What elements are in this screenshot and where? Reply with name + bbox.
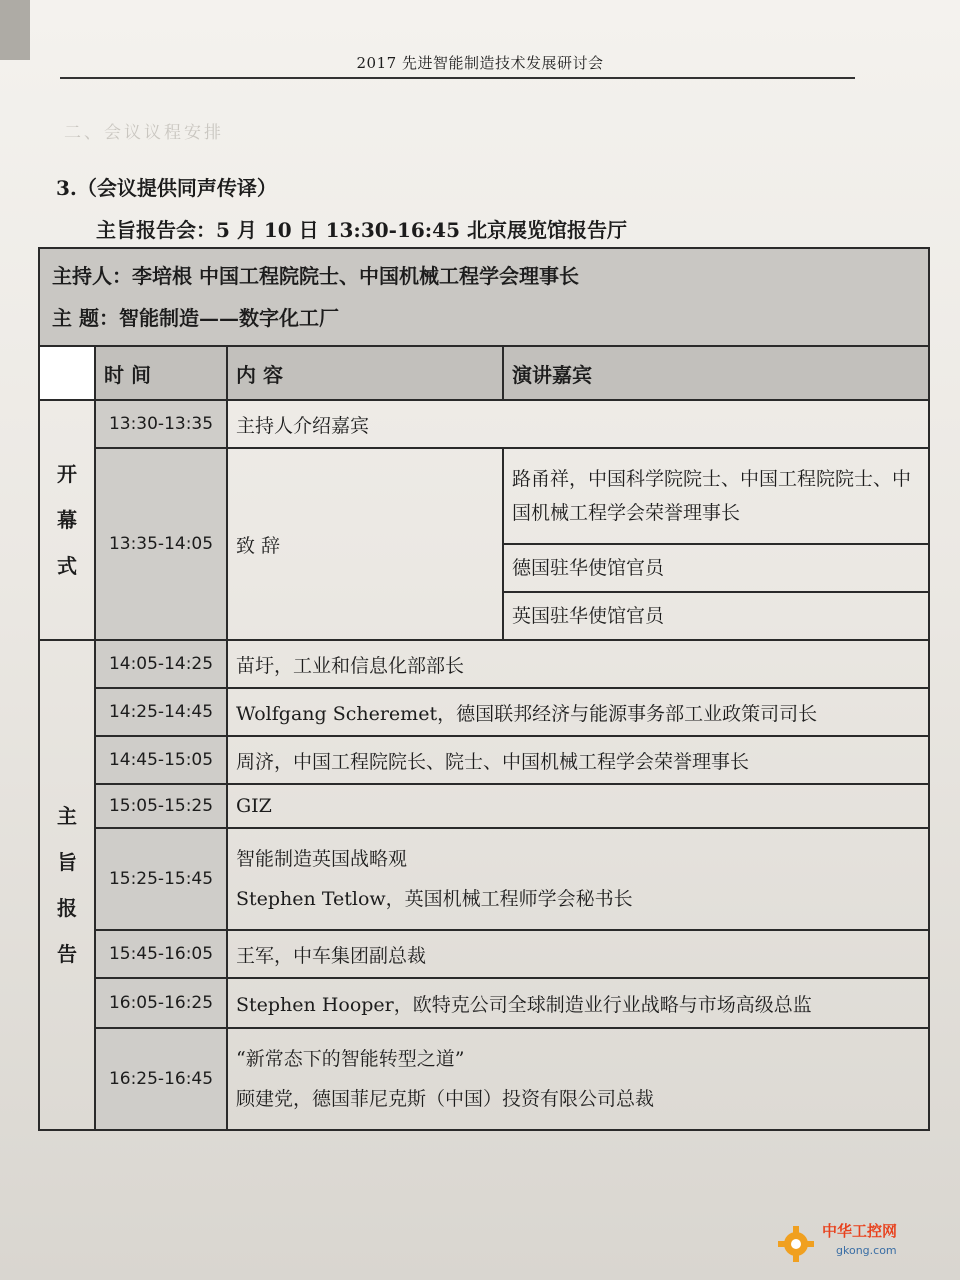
row-time: 14:25-14:45 — [95, 688, 227, 736]
speaker-cell: 路甬祥，中国科学院院士、中国工程院院士、中国机械工程学会荣誉理事长 — [503, 448, 929, 544]
table-row — [39, 400, 929, 448]
banner-row — [39, 248, 929, 346]
table-row — [39, 736, 929, 784]
agenda-table — [38, 247, 930, 1131]
table-row — [39, 688, 929, 736]
theme-line: 主 题：智能制造——数字化工厂 — [52, 306, 339, 330]
header-time: 时 间 — [95, 346, 227, 400]
header-blank — [39, 346, 95, 400]
row-content: 周济，中国工程院院长、院士、中国机械工程学会荣誉理事长 — [227, 736, 929, 784]
host-line: 主持人：李培根 中国工程院院士、中国机械工程学会理事长 — [52, 264, 579, 288]
table-row — [39, 930, 929, 978]
row-time: 16:05-16:25 — [95, 978, 227, 1028]
row-time: 15:25-15:45 — [95, 828, 227, 930]
column-header-row — [39, 346, 929, 400]
watermark-name: 中华工控网 — [822, 1222, 898, 1240]
row-time: 14:05-14:25 — [95, 640, 227, 688]
row-content: 主持人介绍嘉宾 — [227, 400, 929, 448]
show-through-text: 二、会议议程安排 — [64, 123, 224, 143]
row-time: 13:35-14:05 — [95, 448, 227, 640]
gear-shape — [778, 1226, 814, 1262]
row-content: 苗圩，工业和信息化部部长 — [227, 640, 929, 688]
row-time: 16:25-16:45 — [95, 1028, 227, 1130]
group-label-keynote: 主 旨 报 告 — [39, 640, 95, 1130]
table-row — [39, 784, 929, 828]
header-rule — [60, 77, 855, 79]
row-content: GIZ — [227, 784, 929, 828]
row-content: Wolfgang Scheremet，德国联邦经济与能源事务部工业政策司司长 — [227, 688, 929, 736]
row-time: 15:45-16:05 — [95, 930, 227, 978]
gear-icon — [776, 1224, 816, 1264]
site-watermark — [776, 1210, 926, 1270]
table-row — [39, 1028, 929, 1130]
group-label-opening: 开 幕 式 — [39, 400, 95, 640]
row-content: 致 辞 — [227, 448, 503, 640]
row-content: Stephen Hooper，欧特克公司全球制造业行业战略与市场高级总监 — [227, 978, 929, 1028]
host-theme-banner — [39, 248, 929, 346]
table-row — [39, 828, 929, 930]
row-content: “新常态下的智能转型之道” 顾建党，德国菲尼克斯（中国）投资有限公司总裁 — [227, 1028, 929, 1130]
table-row — [39, 640, 929, 688]
header-content: 内 容 — [227, 346, 503, 400]
row-time: 15:05-15:25 — [95, 784, 227, 828]
table-row — [39, 448, 929, 544]
running-header: 2017 先进智能制造技术发展研讨会 — [356, 54, 604, 72]
row-time: 14:45-15:05 — [95, 736, 227, 784]
section-title: 3.（会议提供同声传译） — [56, 176, 277, 200]
speaker-cell: 德国驻华使馆官员 — [503, 544, 929, 592]
row-content: 王军，中车集团副总裁 — [227, 930, 929, 978]
speaker-cell: 英国驻华使馆官员 — [503, 592, 929, 640]
watermark-url: gkong.com — [836, 1244, 897, 1257]
table-row — [39, 978, 929, 1028]
row-time: 13:30-13:35 — [95, 400, 227, 448]
session-info: 主旨报告会：5 月 10 日 13:30-16:45 北京展览馆报告厅 — [96, 218, 627, 242]
header-speaker: 演讲嘉宾 — [503, 346, 929, 400]
background-corner — [0, 0, 30, 60]
row-content: 智能制造英国战略观 Stephen Tetlow，英国机械工程师学会秘书长 — [227, 828, 929, 930]
